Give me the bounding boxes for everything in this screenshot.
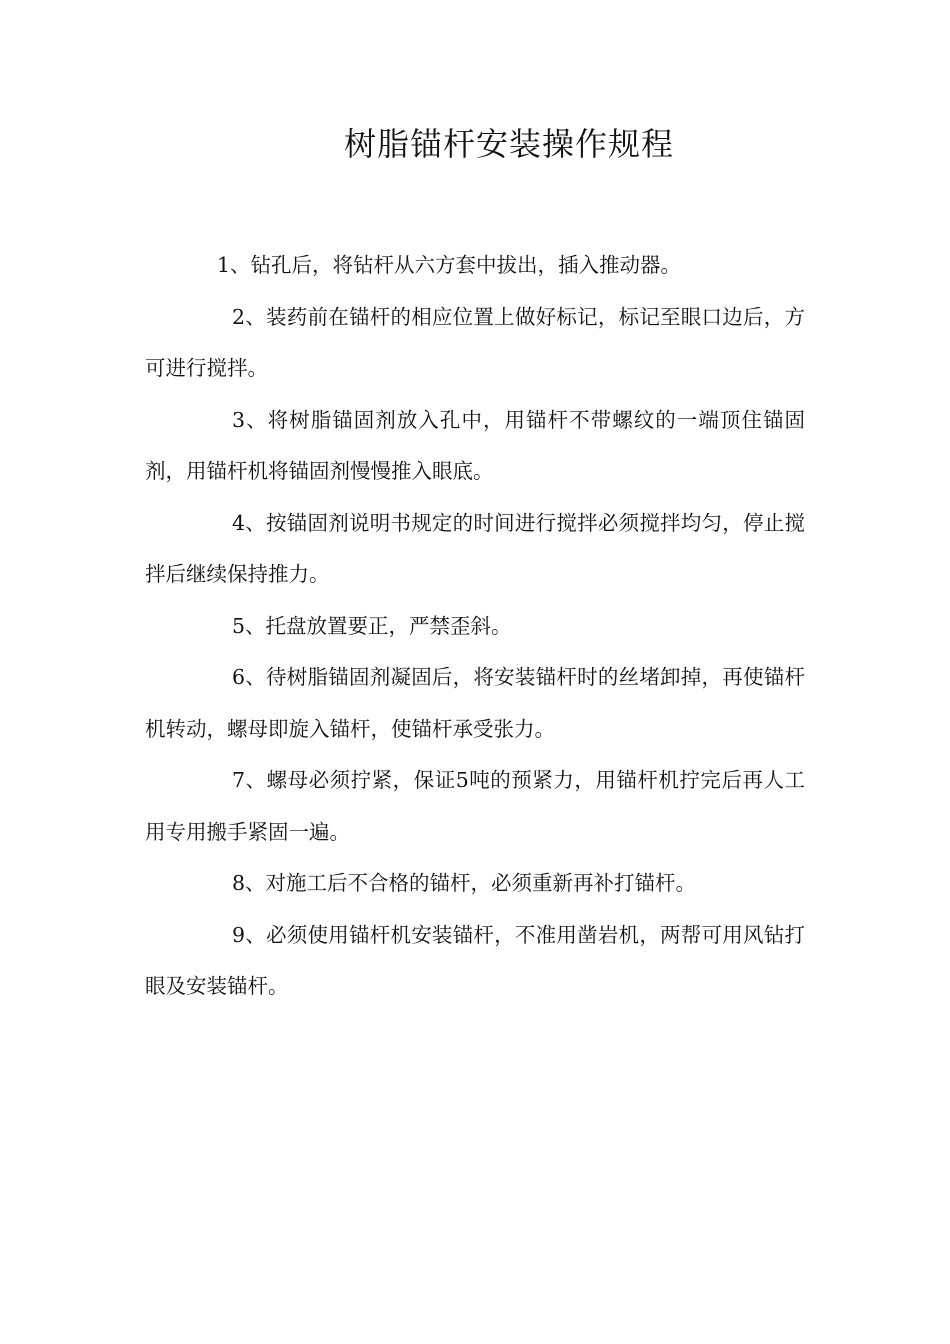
paragraph-6: 6、待树脂锚固剂凝固后，将安装锚杆时的丝堵卸掉，再使锚杆机转动，螺母即旋入锚杆，使锚杆承受张力。 bbox=[145, 665, 805, 741]
paragraph-9: 9、必须使用锚杆机安装锚杆，不准用凿岩机，两帮可用风钻打眼及安装锚杆。 bbox=[145, 922, 805, 998]
paragraph-8: 8、对施工后不合格的锚杆，必须重新再补打锚杆。 bbox=[232, 871, 697, 895]
paragraph-2: 2、装药前在锚杆的相应位置上做好标记，标记至眼口边后，方可进行搅拌。 bbox=[145, 304, 805, 380]
paragraph-7: 7、螺母必须拧紧，保证5吨的预紧力，用锚杆机拧完后再人工用专用搬手紧固一遍。 bbox=[145, 768, 805, 844]
paragraph-3: 3、将树脂锚固剂放入孔中，用锚杆不带螺纹的一端顶住锚固剂，用锚杆机将锚固剂慢慢推入眼底。 bbox=[145, 407, 805, 483]
paragraph-5: 5、托盘放置要正，严禁歪斜。 bbox=[232, 613, 512, 638]
paragraph-1: 1、钻孔后，将钻杆从六方套中拔出，插入推动器。 bbox=[217, 253, 682, 277]
paragraph-4: 4、按锚固剂说明书规定的时间进行搅拌必须搅拌均匀，停止搅拌后继续保持推力。 bbox=[145, 510, 805, 586]
document-title: 树脂锚杆安装操作规程 bbox=[343, 125, 674, 163]
document-body bbox=[145, 240, 805, 1013]
